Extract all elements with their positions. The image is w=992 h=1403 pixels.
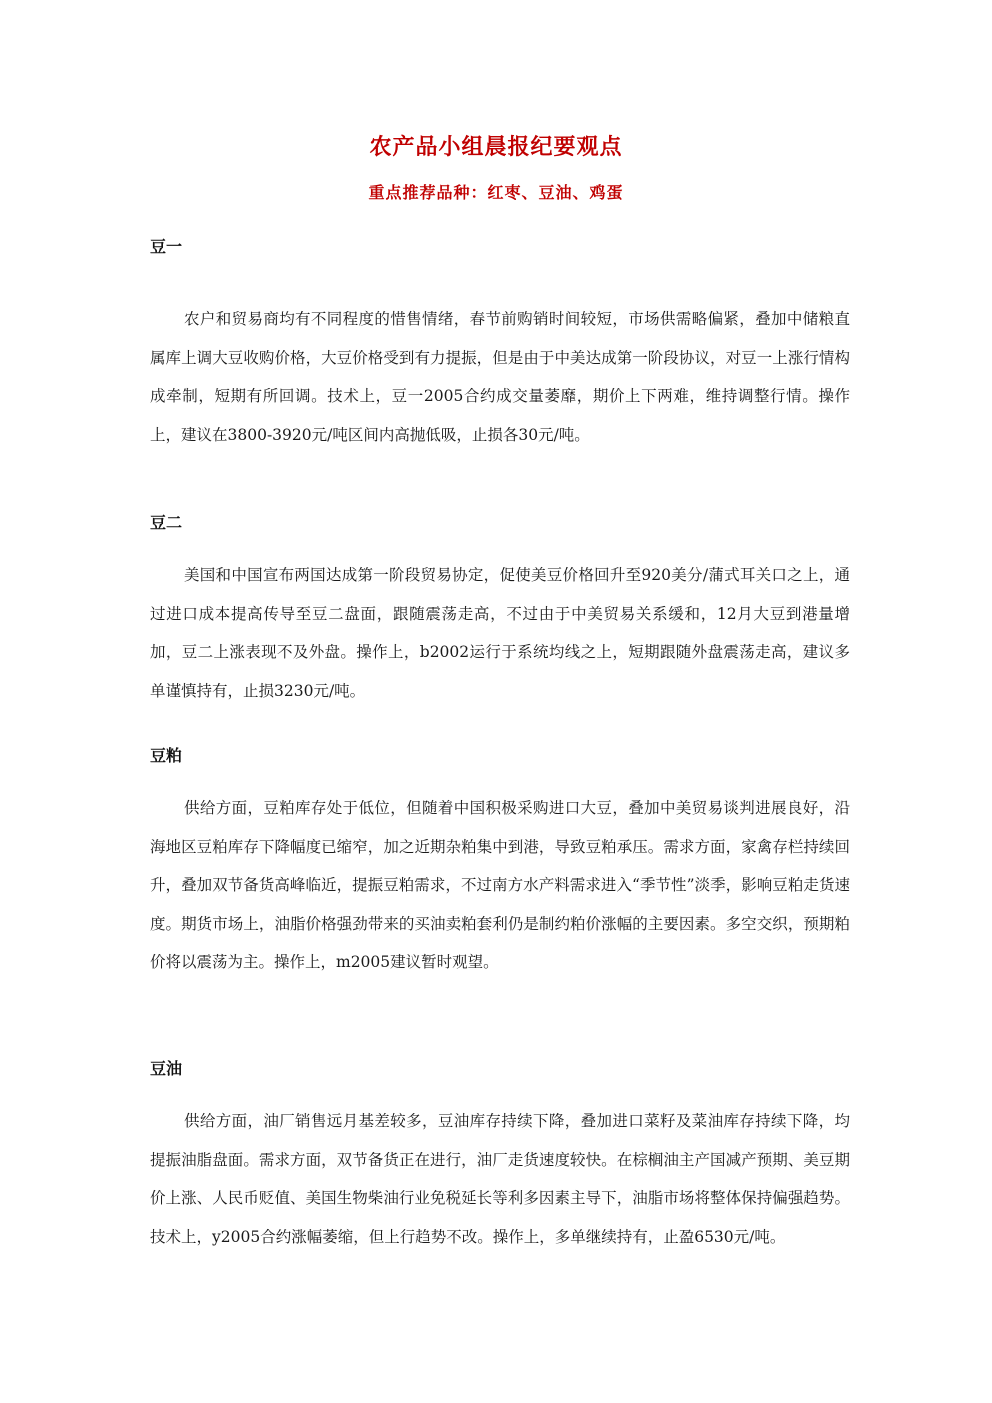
document-title: 农产品小组晨报纪要观点 <box>369 134 623 160</box>
section-paragraph: 农户和贸易商均有不同程度的惜售情绪，春节前购销时间较短，市场供需略偏紧，叠加中储粮直属库上调大豆收购价格，大豆价格受到有力提振，但是由于中美达成第一阶段协议，对豆一上涨行情构成牵制，短期有所回调。技术上，豆一2005合约成交量萎靡，期价上下两难，维持调整行情。操作上，建议在3800-3920元/吨区间内高抛低吸，止损各30元/吨。 <box>150 310 850 444</box>
section-heading: 豆一 <box>150 237 183 256</box>
section-paragraph: 供给方面，豆粕库存处于低位，但随着中国积极采购进口大豆，叠加中美贸易谈判进展良好，沿海地区豆粕库存下降幅度已缩窄，加之近期杂粕集中到港，导致豆粕承压。需求方面，家禽存栏持续回升，叠加双节备货高峰临近，提振豆粕需求，不过南方水产料需求进入“季节性”淡季，影响豆粕走货速度。期货市场上，油脂价格强劲带来的买油卖粕套利仍是制约粕价涨幅的主要因素。多空交织，预期粕价将以震荡为主。操作上，m2005建议暂时观望。 <box>150 799 850 971</box>
section-heading: 豆粕 <box>150 746 183 765</box>
section-soybean-oil <box>150 1058 850 1256</box>
section-paragraph: 供给方面，油厂销售远月基差较多，豆油库存持续下降，叠加进口菜籽及菜油库存持续下降，均提振油脂盘面。需求方面，双节备货正在进行，油厂走货速度较快。在棕榈油主产国减产预期、美豆期价上涨、人民币贬值、美国生物柴油行业免税延长等利多因素主导下，油脂市场将整体保持偏强趋势。技术上，y2005合约涨幅萎缩，但上行趋势不改。操作上，多单继续持有，止盈6530元/吨。 <box>150 1112 850 1246</box>
section-paragraph: 美国和中国宣布两国达成第一阶段贸易协定，促使美豆价格回升至920美分/蒲式耳关口之上，通过进口成本提高传导至豆二盘面，跟随震荡走高，不过由于中美贸易关系缓和，12月大豆到港量增加，豆二上涨表现不及外盘。操作上，b2002运行于系统均线之上，短期跟随外盘震荡走高，建议多单谨慎持有，止损3230元/吨。 <box>150 566 850 700</box>
section-soybean-no2 <box>150 512 850 710</box>
section-soybean-no1 <box>150 236 850 454</box>
section-heading: 豆二 <box>150 513 183 532</box>
recommended-varieties-subtitle: 重点推荐品种：红枣、豆油、鸡蛋 <box>368 183 624 202</box>
section-soybean-meal <box>150 745 850 982</box>
section-heading: 豆油 <box>150 1059 183 1078</box>
